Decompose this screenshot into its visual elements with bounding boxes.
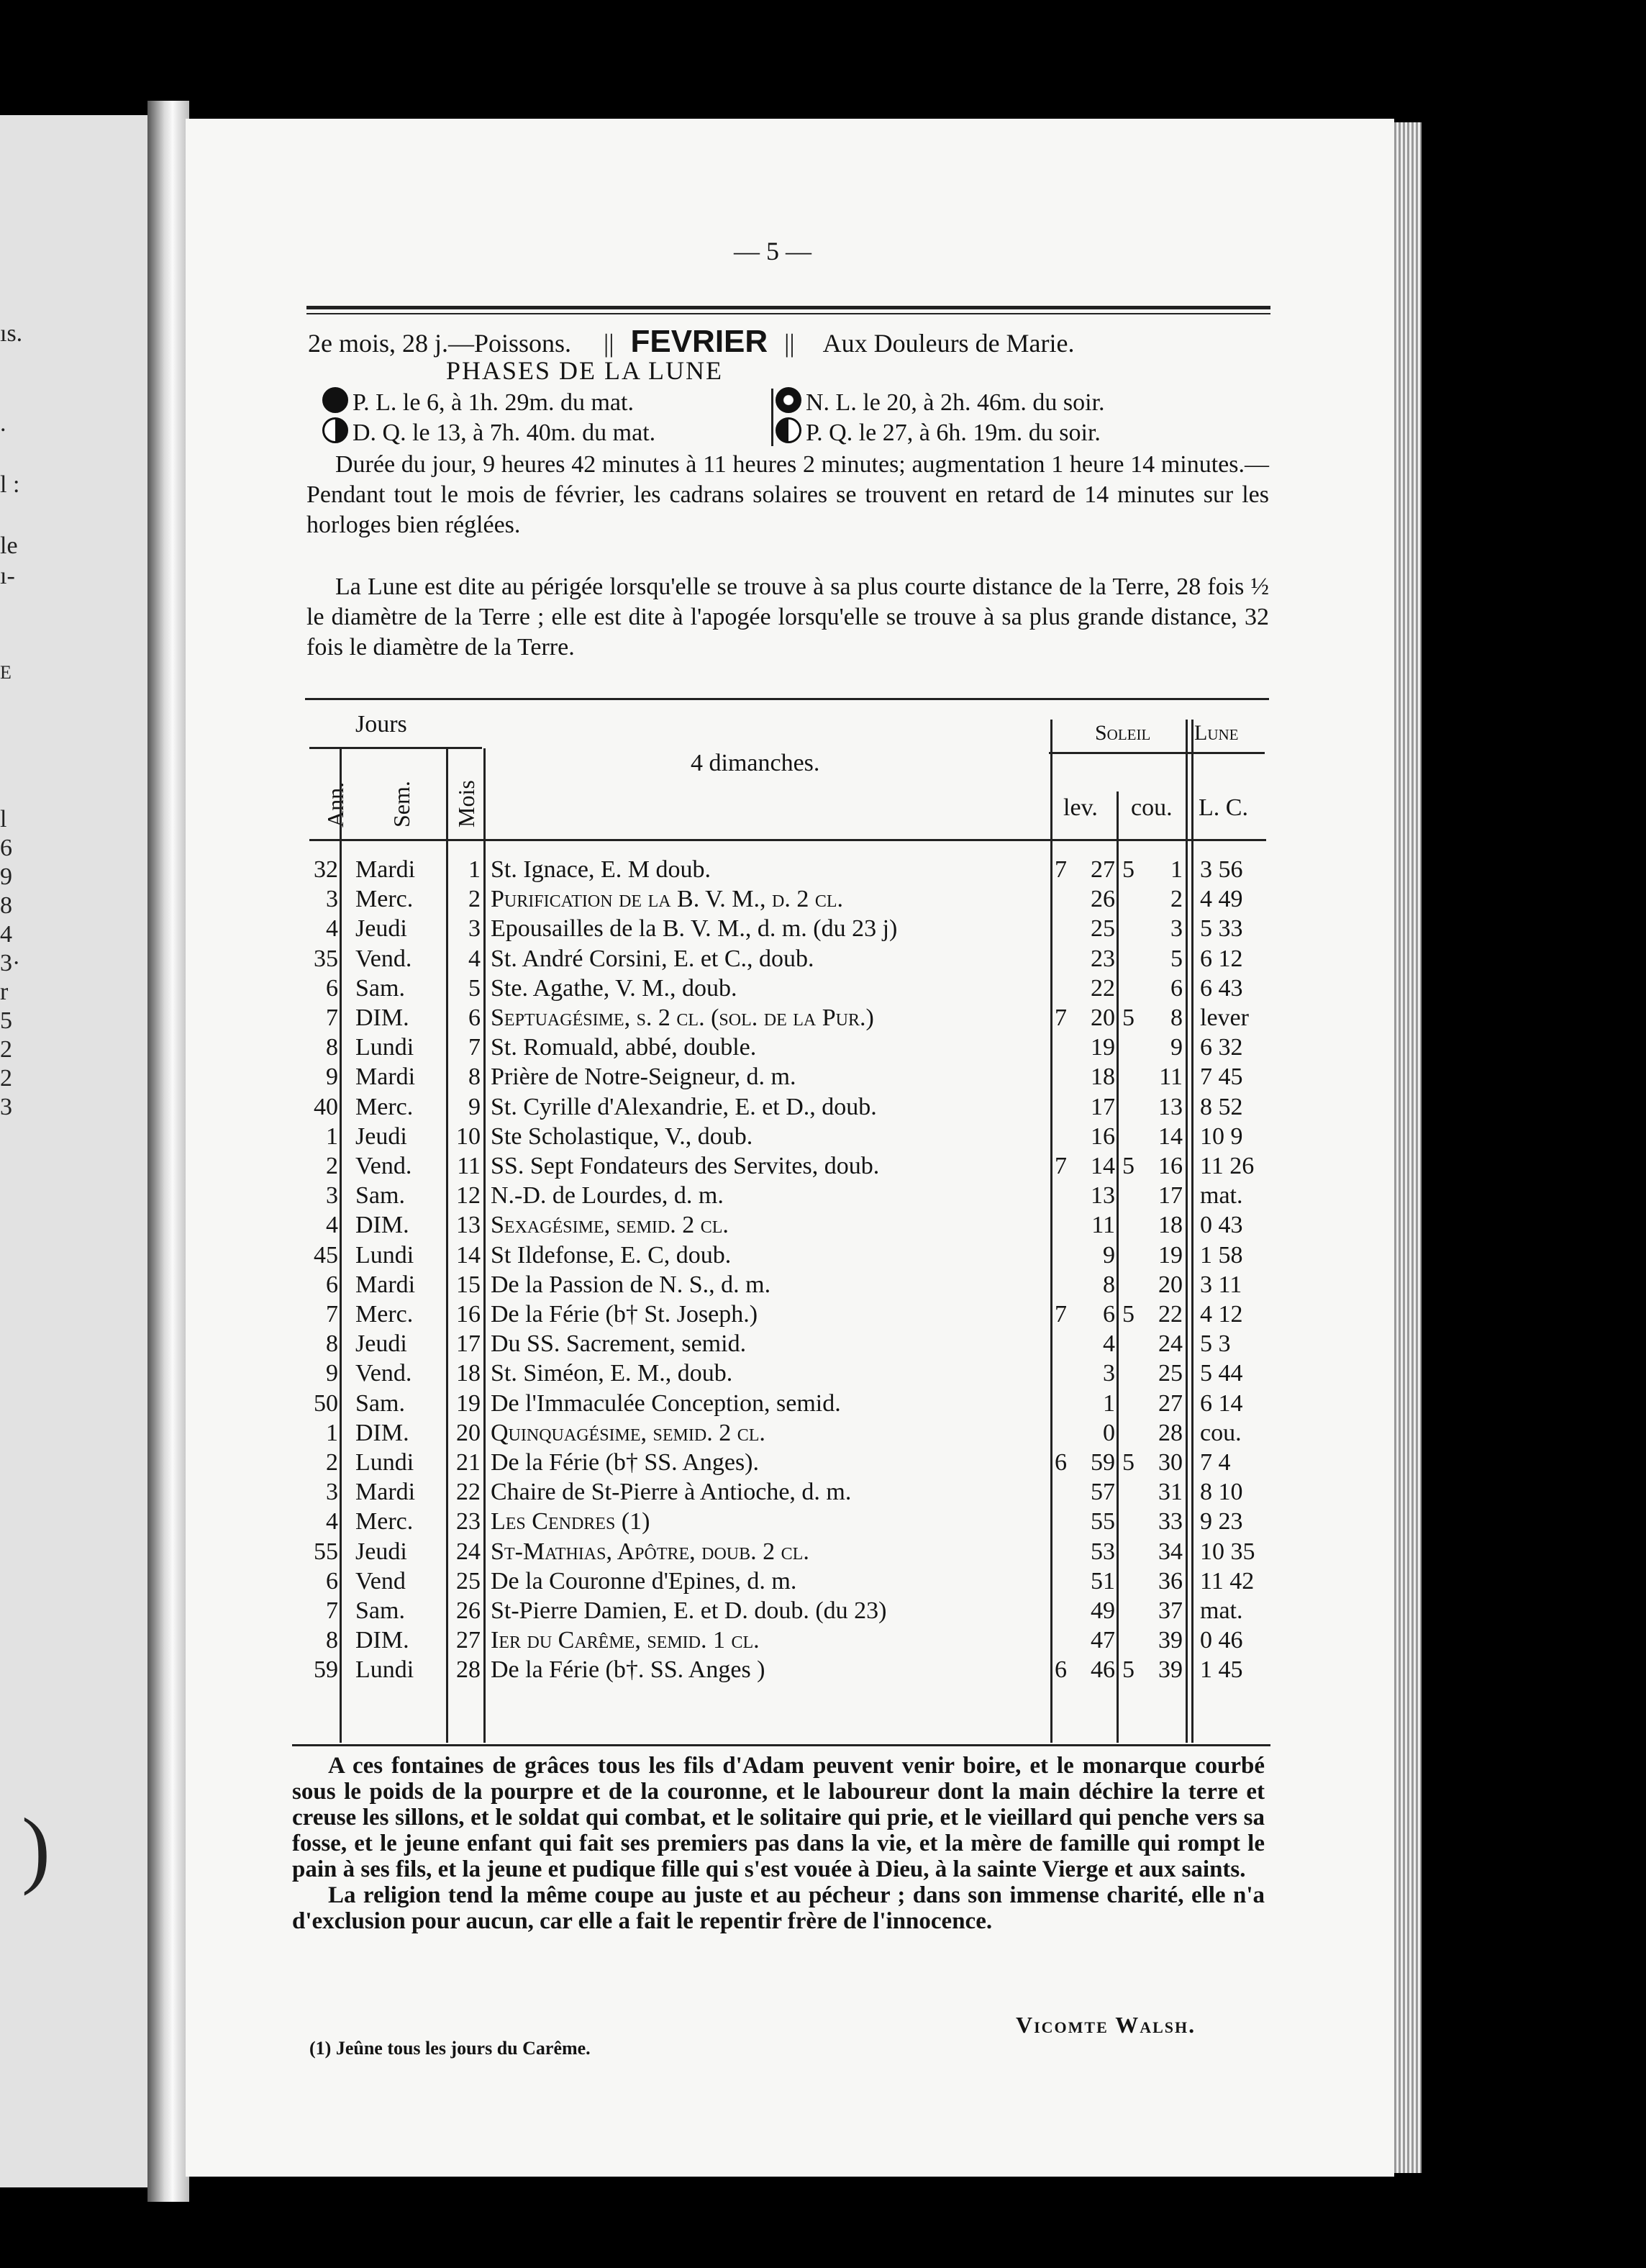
cell-fete: St. André Corsini, E. et C., doub. — [491, 945, 814, 972]
table-bottom-rule — [292, 1744, 1270, 1746]
cell-mois: 19 — [456, 1389, 481, 1417]
cell-mois: 5 — [468, 974, 481, 1002]
cell-mois: 11 — [457, 1153, 481, 1179]
cell-lh: 6 — [1055, 1449, 1067, 1476]
cell-ann: 50 — [314, 1389, 338, 1417]
cell-lm: 0 — [1103, 1419, 1115, 1446]
cell-cm: 20 — [1158, 1271, 1183, 1298]
cell-ann: 7 — [326, 1301, 338, 1328]
cell-mois: 22 — [456, 1479, 481, 1506]
quote-author: Vicomte Walsh. — [1016, 2012, 1196, 2038]
table-row — [0, 1360, 1646, 1389]
cell-fete: Quinquagésime, semid. 2 cl. — [491, 1419, 765, 1446]
cell-mois: 14 — [456, 1241, 481, 1269]
cell-lune: 6 43 — [1200, 974, 1243, 1002]
cell-cm: 28 — [1158, 1419, 1183, 1446]
table-row — [0, 1153, 1646, 1182]
left-fragment-text: . — [0, 410, 6, 437]
cell-sem: Mardi — [355, 856, 416, 883]
cell-fete: Sexagésime, semid. 2 cl. — [491, 1212, 729, 1239]
cell-fete: SS. Sept Fondateurs des Servites, doub. — [491, 1153, 880, 1179]
cell-ann: 4 — [326, 915, 338, 943]
quote-paragraph: La religion tend la même coupe au juste et au pécheur ; dans son immense charité, elle n'a d'exclusion pour aucun, car elle a fait le repentir frère de l'innocence. — [292, 1882, 1265, 1934]
left-fragment-text: 4 — [0, 921, 12, 948]
table-row — [0, 1301, 1646, 1330]
cell-cm: 2 — [1170, 886, 1183, 913]
cell-ann: 8 — [326, 1330, 338, 1358]
cell-lm: 51 — [1091, 1567, 1115, 1595]
cell-ann: 3 — [326, 886, 338, 913]
dimanches-header: 4 dimanches. — [691, 750, 820, 776]
table-header-rule — [309, 839, 1266, 841]
table-row — [0, 1597, 1646, 1627]
phase-first-quarter — [776, 417, 1101, 447]
cell-lm: 53 — [1091, 1538, 1115, 1565]
cell-mois: 7 — [468, 1034, 481, 1061]
cell-lune: lever — [1200, 1004, 1249, 1031]
cell-lh: 6 — [1055, 1656, 1067, 1684]
cell-sem: Sam. — [355, 974, 405, 1002]
left-fragment-text: 6 — [0, 835, 12, 861]
cell-cm: 37 — [1158, 1597, 1183, 1624]
left-fragment-text: r — [0, 979, 9, 1005]
table-row — [0, 1508, 1646, 1538]
header-rule — [306, 313, 1270, 314]
cell-lm: 18 — [1091, 1063, 1115, 1091]
phase-text: P. L. le 6, à 1h. 29m. du mat. — [353, 389, 634, 416]
cell-fete: N.-D. de Lourdes, d. m. — [491, 1182, 724, 1210]
table-row — [0, 1242, 1646, 1271]
cell-sem: Jeudi — [355, 1330, 407, 1358]
cell-sem: DIM. — [355, 1004, 409, 1031]
cell-fete: St-Mathias, Apôtre, doub. 2 cl. — [491, 1538, 809, 1565]
table-row — [0, 1420, 1646, 1449]
cell-fete: De la Férie (b† St. Joseph.) — [491, 1301, 758, 1328]
cell-fete: Purification de la B. V. M., d. 2 cl. — [491, 886, 844, 913]
cell-fete: Prière de Notre-Seigneur, d. m. — [491, 1063, 796, 1091]
cell-ann: 45 — [314, 1241, 338, 1269]
cell-ann: 8 — [326, 1627, 338, 1654]
header-left: 2e mois, 28 j.—Poissons. — [308, 329, 572, 358]
cell-lune: mat. — [1200, 1182, 1243, 1210]
cell-lh: 7 — [1055, 1004, 1067, 1031]
cell-lm: 11 — [1091, 1212, 1115, 1239]
cell-ch: 5 — [1122, 1656, 1135, 1684]
cell-ann: 2 — [326, 1449, 338, 1476]
cell-lh: 7 — [1055, 1301, 1067, 1328]
phase-text: P. Q. le 27, à 6h. 19m. du soir. — [806, 419, 1101, 446]
cell-sem: Merc. — [355, 1508, 414, 1536]
cell-sem: DIM. — [355, 1212, 409, 1239]
cell-sem: Vend — [355, 1567, 406, 1595]
cell-ann: 9 — [326, 1063, 338, 1091]
cell-fete: St. Ignace, E. M doub. — [491, 856, 711, 883]
cell-lm: 1 — [1103, 1389, 1115, 1417]
quote-block — [292, 1753, 1265, 1934]
cell-lm: 9 — [1103, 1241, 1115, 1269]
cell-lm: 13 — [1091, 1182, 1115, 1210]
table-row — [0, 1212, 1646, 1241]
header-separator: || — [784, 329, 795, 358]
left-fragment-text: 9 — [0, 863, 12, 890]
cell-lune: 10 35 — [1200, 1538, 1255, 1565]
cell-lune: 8 10 — [1200, 1479, 1243, 1506]
phase-text: N. L. le 20, à 2h. 46m. du soir. — [806, 389, 1105, 416]
cell-lune: 0 46 — [1200, 1627, 1243, 1654]
cell-fete: De la Férie (b† SS. Anges). — [491, 1449, 760, 1476]
cell-mois: 27 — [456, 1627, 481, 1654]
left-fragment-text: le — [0, 532, 18, 559]
cell-lune: 1 58 — [1200, 1241, 1243, 1269]
cell-cm: 13 — [1158, 1093, 1183, 1120]
cell-ann: 59 — [314, 1656, 338, 1684]
cell-fete: St. Cyrille d'Alexandrie, E. et D., doub. — [491, 1093, 877, 1120]
cell-lm: 6 — [1103, 1301, 1115, 1328]
table-row — [0, 1538, 1646, 1568]
left-fragment-text: ) — [22, 1800, 50, 1896]
cell-sem: Sam. — [355, 1597, 405, 1624]
cell-lune: 10 9 — [1200, 1122, 1243, 1150]
table-row — [0, 975, 1646, 1004]
cell-mois: 12 — [456, 1182, 481, 1210]
cou-header: cou. — [1131, 794, 1173, 821]
cell-fete: De la Passion de N. S., d. m. — [491, 1271, 771, 1298]
left-fragment-text: 3 — [0, 1094, 12, 1120]
sem-header: Sem. — [388, 781, 414, 827]
cell-lune: 9 23 — [1200, 1508, 1243, 1536]
cell-lh: 7 — [1055, 856, 1067, 883]
cell-ann: 4 — [326, 1508, 338, 1536]
left-fragment-text: 5 — [0, 1007, 12, 1034]
table-row — [0, 1034, 1646, 1063]
cell-lm: 47 — [1091, 1627, 1115, 1654]
table-row — [0, 1479, 1646, 1508]
cell-sem: Sam. — [355, 1389, 405, 1417]
cell-cm: 39 — [1158, 1627, 1183, 1654]
cell-sem: Lundi — [355, 1241, 414, 1269]
cell-cm: 36 — [1158, 1567, 1183, 1595]
cell-lm: 22 — [1091, 974, 1115, 1002]
cell-mois: 8 — [468, 1063, 481, 1091]
lev-header: lev. — [1063, 794, 1098, 821]
cell-sem: Sam. — [355, 1182, 405, 1210]
new-moon-icon — [776, 387, 801, 413]
cell-ann: 3 — [326, 1479, 338, 1506]
cell-lm: 55 — [1091, 1508, 1115, 1536]
cell-ann: 6 — [326, 1271, 338, 1298]
cell-sem: Lundi — [355, 1449, 414, 1476]
cell-sem: Mardi — [355, 1063, 416, 1091]
cell-mois: 16 — [456, 1301, 481, 1328]
table-row — [0, 915, 1646, 945]
table-row — [0, 1330, 1646, 1360]
cell-cm: 5 — [1170, 945, 1183, 972]
last-quarter-moon-icon — [322, 417, 348, 443]
cell-lm: 19 — [1091, 1034, 1115, 1061]
cell-sem: Vend. — [355, 1153, 412, 1179]
cell-lune: 3 56 — [1200, 856, 1243, 883]
cell-mois: 17 — [456, 1330, 481, 1358]
cell-sem: Jeudi — [355, 915, 407, 943]
cell-fete: Les Cendres (1) — [491, 1508, 650, 1536]
cell-ann: 55 — [314, 1538, 338, 1565]
cell-mois: 10 — [456, 1122, 481, 1150]
mois-header: Mois — [453, 780, 479, 827]
lc-header: L. C. — [1199, 794, 1248, 821]
cell-cm: 8 — [1170, 1004, 1183, 1031]
cell-fete: Du SS. Sacrement, semid. — [491, 1330, 747, 1358]
jours-header: Jours — [355, 711, 407, 738]
left-fragment-text: 8 — [0, 892, 12, 919]
cell-mois: 15 — [456, 1271, 481, 1298]
cell-ann: 1 — [326, 1419, 338, 1446]
phase-text: D. Q. le 13, à 7h. 40m. du mat. — [353, 419, 656, 446]
cell-mois: 2 — [468, 886, 481, 913]
table-row — [0, 1627, 1646, 1656]
cell-mois: 1 — [468, 856, 481, 883]
left-fragment-text: E — [0, 662, 12, 683]
cell-mois: 13 — [456, 1212, 481, 1239]
cell-mois: 3 — [468, 915, 481, 943]
cell-cm: 3 — [1170, 915, 1183, 943]
lune-header: Lune — [1194, 721, 1239, 745]
cell-mois: 18 — [456, 1360, 481, 1387]
cell-ann: 4 — [326, 1212, 338, 1239]
page-number: — 5 — — [734, 237, 811, 266]
cell-mois: 9 — [468, 1093, 481, 1120]
cell-fete: Ste Scholastique, V., doub. — [491, 1122, 753, 1150]
cell-lune: 7 45 — [1200, 1063, 1243, 1091]
header-right: Aux Douleurs de Marie. — [822, 329, 1075, 358]
cell-ann: 7 — [326, 1597, 338, 1624]
header-separator: || — [604, 329, 614, 358]
cell-ch: 5 — [1122, 1449, 1135, 1476]
table-row — [0, 1271, 1646, 1301]
cell-mois: 6 — [468, 1004, 481, 1031]
cell-fete: St. Siméon, E. M., doub. — [491, 1360, 733, 1387]
cell-sem: DIM. — [355, 1419, 409, 1446]
cell-lune: 1 45 — [1200, 1656, 1243, 1684]
month-title: FEVRIER — [630, 324, 768, 359]
cell-lune: 5 44 — [1200, 1360, 1243, 1387]
cell-mois: 25 — [456, 1567, 481, 1595]
cell-lm: 8 — [1103, 1271, 1115, 1298]
table-row — [0, 945, 1646, 975]
table-row — [0, 1390, 1646, 1420]
cell-sem: Vend. — [355, 1360, 412, 1387]
cell-mois: 26 — [456, 1597, 481, 1624]
ann-header: Ann. — [322, 781, 348, 827]
cell-lm: 46 — [1091, 1656, 1115, 1684]
sun-header-rule — [1049, 752, 1265, 754]
cell-mois: 21 — [456, 1449, 481, 1476]
cell-lune: 4 12 — [1200, 1301, 1243, 1328]
cell-sem: Mardi — [355, 1271, 416, 1298]
cell-lune: 5 3 — [1200, 1330, 1231, 1358]
cell-fete: Septuagésime, s. 2 cl. (sol. de la Pur.) — [491, 1004, 874, 1031]
day-length-paragraph: Durée du jour, 9 heures 42 minutes à 11 heures 2 minutes; augmentation 1 heure 14 minutes.—Pendant tout le mois de février, les cadrans solaires se trouvent en retard de 14 minutes sur les horloges bien réglées. — [306, 451, 1269, 538]
cell-lm: 26 — [1091, 886, 1115, 913]
cell-lune: 11 42 — [1200, 1567, 1255, 1595]
cell-lm: 23 — [1091, 945, 1115, 972]
cell-ann: 32 — [314, 856, 338, 883]
cell-lune: 5 33 — [1200, 915, 1243, 943]
cell-cm: 16 — [1158, 1153, 1183, 1179]
cell-fete: St Ildefonse, E. C, doub. — [491, 1241, 732, 1269]
cell-cm: 33 — [1158, 1508, 1183, 1536]
cell-ch: 5 — [1122, 1301, 1135, 1328]
cell-cm: 31 — [1158, 1479, 1183, 1506]
phase-full-moon — [322, 387, 634, 417]
cell-cm: 6 — [1170, 974, 1183, 1002]
table-row — [0, 1094, 1646, 1123]
cell-lm: 4 — [1103, 1330, 1115, 1358]
cell-mois: 23 — [456, 1508, 481, 1536]
cell-cm: 17 — [1158, 1182, 1183, 1210]
table-row — [0, 1656, 1646, 1686]
cell-cm: 11 — [1159, 1063, 1183, 1091]
table-row — [0, 886, 1646, 915]
cell-fete: Ste. Agathe, V. M., doub. — [491, 974, 737, 1002]
cell-ann: 3 — [326, 1182, 338, 1210]
cell-sem: Merc. — [355, 886, 414, 913]
cell-cm: 25 — [1158, 1360, 1183, 1387]
cell-sem: Jeudi — [355, 1122, 407, 1150]
cell-lune: 6 12 — [1200, 945, 1243, 972]
cell-fete: Epousailles de la B. V. M., d. m. (du 23 j) — [491, 915, 898, 943]
cell-ann: 35 — [314, 945, 338, 972]
cell-ann: 40 — [314, 1093, 338, 1120]
left-fragment-text: ı- — [0, 563, 15, 589]
cell-lune: 6 32 — [1200, 1034, 1243, 1061]
first-quarter-moon-icon — [776, 417, 801, 443]
phase-divider — [771, 389, 773, 446]
table-row — [0, 1449, 1646, 1479]
cell-ann: 1 — [326, 1122, 338, 1150]
cell-ann: 6 — [326, 1567, 338, 1595]
soleil-header: Soleil — [1095, 721, 1151, 745]
cell-cm: 22 — [1158, 1301, 1183, 1328]
cell-fete: St-Pierre Damien, E. et D. doub. (du 23) — [491, 1597, 887, 1624]
cell-ann: 2 — [326, 1153, 338, 1179]
cell-ann: 7 — [326, 1004, 338, 1031]
cell-fete: Ier du Carême, semid. 1 cl. — [491, 1627, 760, 1654]
cell-lm: 14 — [1091, 1153, 1115, 1179]
table-row — [0, 1123, 1646, 1153]
cell-lune: mat. — [1200, 1597, 1243, 1624]
cell-cm: 19 — [1158, 1241, 1183, 1269]
quote-paragraph: A ces fontaines de grâces tous les fils d'Adam peuvent venir boire, et le monarque courbé sous le poids de la pourpre et de la couronne, et le laboureur dont la main déchire la terre et creuse les sillons, et le soldat qui combat, et le solitaire qui prie, et le vieillard qui penche vers sa fosse, et le jeune enfant qui fait ses premiers pas dans la vie, et la mère de famille qui rompt le pain à ses fils, et la jeune et pudique fille qui s'est vouée à Dieu, à la sainte Vierge et aux saints. — [292, 1753, 1265, 1882]
cell-lm: 57 — [1091, 1479, 1115, 1506]
cell-sem: Lundi — [355, 1034, 414, 1061]
cell-lh: 7 — [1055, 1153, 1067, 1179]
phase-new-moon — [776, 387, 1105, 417]
cell-lune: 4 49 — [1200, 886, 1243, 913]
cell-mois: 28 — [456, 1656, 481, 1684]
cell-ch: 5 — [1122, 856, 1135, 883]
cell-lune: 6 14 — [1200, 1389, 1243, 1417]
cell-cm: 1 — [1170, 856, 1183, 883]
table-row — [0, 1182, 1646, 1212]
jours-rule — [309, 747, 482, 749]
cell-mois: 20 — [456, 1419, 481, 1446]
cell-cm: 18 — [1158, 1212, 1183, 1239]
cell-cm: 27 — [1158, 1389, 1183, 1417]
cell-fete: De la Férie (b†. SS. Anges ) — [491, 1656, 765, 1684]
moon-paragraph: La Lune est dite au périgée lorsqu'elle se trouve à sa plus courte distance de la Terre, 28 fois ½ le diamètre de la Terre ; elle est dite à l'apogée lorsqu'elle se trouve à sa plus grande distance, 32 fois le diamètre de la Terre. — [306, 573, 1269, 661]
cell-lune: 3 11 — [1200, 1271, 1242, 1298]
full-moon-icon — [322, 387, 348, 413]
cell-lm: 27 — [1091, 856, 1115, 883]
table-row — [0, 1004, 1646, 1034]
header-rule — [306, 306, 1270, 309]
cell-fete: Chaire de St-Pierre à Antioche, d. m. — [491, 1479, 852, 1506]
cell-lm: 16 — [1091, 1122, 1115, 1150]
cell-ann: 6 — [326, 974, 338, 1002]
cell-lm: 20 — [1091, 1004, 1115, 1031]
table-row — [0, 1063, 1646, 1093]
cell-lm: 3 — [1103, 1360, 1115, 1387]
cell-lm: 59 — [1091, 1449, 1115, 1476]
cell-mois: 24 — [456, 1538, 481, 1565]
month-header — [308, 324, 1075, 360]
cell-cm: 9 — [1170, 1034, 1183, 1061]
cell-ann: 9 — [326, 1360, 338, 1387]
cell-ch: 5 — [1122, 1004, 1135, 1031]
cell-lune: 7 4 — [1200, 1449, 1231, 1476]
cell-sem: Vend. — [355, 945, 412, 972]
cell-fete: St. Romuald, abbé, double. — [491, 1034, 757, 1061]
cell-sem: Merc. — [355, 1301, 414, 1328]
phase-last-quarter — [322, 417, 655, 447]
cell-lune: cou. — [1200, 1419, 1242, 1446]
cell-lune: 0 43 — [1200, 1212, 1243, 1239]
cell-sem: Lundi — [355, 1656, 414, 1684]
left-fragment-text: l : — [0, 471, 20, 498]
cell-lune: 8 52 — [1200, 1093, 1243, 1120]
phases-title: PHASES DE LA LUNE — [446, 356, 724, 385]
cell-cm: 34 — [1158, 1538, 1183, 1565]
cell-mois: 4 — [468, 945, 481, 972]
cell-ann: 8 — [326, 1034, 338, 1061]
cell-cm: 24 — [1158, 1330, 1183, 1358]
cell-cm: 14 — [1158, 1122, 1183, 1150]
cell-sem: Mardi — [355, 1479, 416, 1506]
cell-cm: 39 — [1158, 1656, 1183, 1684]
left-fragment-text: ıs. — [0, 320, 23, 347]
cell-ch: 5 — [1122, 1153, 1135, 1179]
table-top-rule — [305, 698, 1269, 700]
cell-cm: 30 — [1158, 1449, 1183, 1476]
left-fragment-text: 2 — [0, 1036, 12, 1063]
left-fragment-text: 3· — [0, 950, 21, 976]
cell-sem: DIM. — [355, 1627, 409, 1654]
table-row — [0, 856, 1646, 886]
cell-fete: De l'Immaculée Conception, semid. — [491, 1389, 841, 1417]
cell-fete: De la Couronne d'Epines, d. m. — [491, 1567, 797, 1595]
cell-lm: 17 — [1091, 1093, 1115, 1120]
left-fragment-text: l — [0, 806, 7, 833]
cell-sem: Jeudi — [355, 1538, 407, 1565]
cell-sem: Merc. — [355, 1093, 414, 1120]
footnote: (1) Jeûne tous les jours du Carême. — [309, 2038, 591, 2059]
cell-lune: 11 26 — [1200, 1153, 1255, 1179]
cell-lm: 49 — [1091, 1597, 1115, 1624]
left-fragment-text: 2 — [0, 1065, 12, 1092]
table-row — [0, 1568, 1646, 1597]
cell-lm: 25 — [1091, 915, 1115, 943]
